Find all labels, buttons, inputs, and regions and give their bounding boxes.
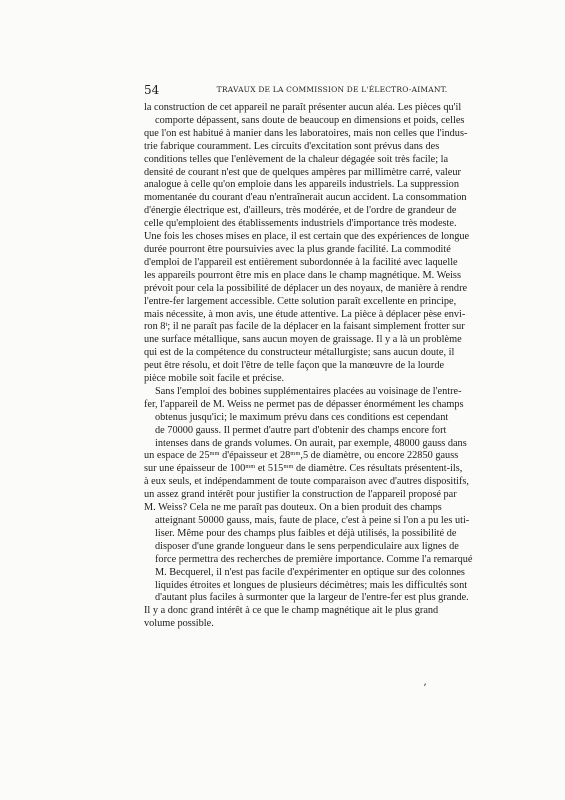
text-line: trie fabrique couramment. Les circuits d'excitation sont prévus dans des xyxy=(144,140,440,152)
text-line: disposer d'une grande longueur dans le sens perpendiculaire aux lignes de xyxy=(155,540,459,552)
body-text xyxy=(144,102,480,631)
text-line: volume possible. xyxy=(144,618,214,630)
text-line: d'emploi de l'appareil est entièrement subordonnée à la facilité avec laquelle xyxy=(144,256,458,268)
page-number: 54 xyxy=(144,83,160,97)
text-line: liquides étroites et longues de plusieurs décimètres; mais les difficultés sont xyxy=(155,579,468,591)
stray-mark: ʼ xyxy=(423,683,427,694)
text-line: conditions telles que l'enlèvement de la chaleur dégagée soit très facile; la xyxy=(144,153,449,165)
text-line: d'énergie électrique est, d'ailleurs, très modérée, et de l'ordre de grandeur de xyxy=(144,205,457,217)
text-line: Sans l'emploi des bobines supplémentaires placées au voisinage de l'entre- xyxy=(155,385,462,397)
text-line: fer, l'appareil de M. Weiss ne permet pas de dépasser énormément les champs xyxy=(144,398,464,410)
page-header xyxy=(144,83,478,97)
text-line: prévoit pour cela la possibilité de déplacer un des noyaux, de manière à rendre xyxy=(144,282,468,294)
text-line: sur une épaisseur de 100ᵐᵐ et 515ᵐᵐ de diamètre. Ces résultats présentent-ils, xyxy=(144,463,463,475)
text-line: obtenus jusqu'ici; le maximum prévu dans ces conditions est cependant xyxy=(155,411,449,423)
text-line: un assez grand intérêt pour justifier la construction de l'appareil proposé par xyxy=(144,489,457,501)
text-line: analogue à celle qu'on emploie dans les appareils industriels. La suppression xyxy=(144,179,459,191)
text-line: les appareils pourront être mis en place dans le champ magnétique. M. Weiss xyxy=(144,269,461,281)
text-line: la construction de cet appareil ne paraît présenter aucun aléa. Les pièces qu'il xyxy=(144,102,462,113)
text-line: peut être résolu, et doit l'être de telle façon que la manœuvre de la lourde xyxy=(144,360,445,372)
text-line: atteignant 50000 gauss, mais, faute de place, c'est à peine si l'on a pu les uti- xyxy=(155,515,470,526)
running-title: TRAVAUX DE LA COMMISSION DE L'ÉLECTRO-AIMANT. xyxy=(216,85,448,94)
text-line: de 70000 gauss. Il permet d'autre part d'obtenir des champs encore fort xyxy=(155,424,447,436)
text-line: mais nécessite, à mon avis, une étude attentive. La pièce à déplacer pèse envi- xyxy=(144,308,466,320)
text-line: une surface métallique, sans aucun moyen de graissage. Il y a là un problème xyxy=(144,334,462,346)
text-line: M. Becquerel, il n'est pas facile d'expérimenter en optique sur des colonnes xyxy=(155,566,465,578)
text-line: Il y a donc grand intérêt à ce que le champ magnétique ait le plus grand xyxy=(144,605,439,617)
text-line: qui est de la compétence du constructeur métallurgiste; sans aucun doute, il xyxy=(144,347,455,359)
text-line: à eux seuls, et indépendamment de toute comparaison avec d'autres dispositifs, xyxy=(144,476,469,488)
text-line: que l'on est habitué à manier dans les laboratoires, mais non celles que l'indus- xyxy=(144,127,468,139)
text-line: force permettra des recherches de première importance. Comme l'a remarqué xyxy=(155,553,473,565)
text-line: l'entre-fer largement accessible. Cette solution paraît excellente en principe, xyxy=(144,295,457,307)
text-line: liser. Même pour des champs plus faibles et déjà utilisés, la possibilité de xyxy=(155,527,457,539)
text-line: momentanée du courant d'eau n'entraînerait aucun accident. La consommation xyxy=(144,192,467,204)
text-line: densité de courant n'est que de quelques ampères par millimètre carré, valeur xyxy=(144,166,461,178)
text-line: d'autant plus faciles à surmonter que la largeur de l'entre-fer est plus grande. xyxy=(155,592,469,604)
text-line: ron 8ᵗ; il ne paraît pas facile de la déplacer en la faisant simplement frotter sur xyxy=(144,321,465,333)
text-line: celle qu'emploient des établissements industriels d'importance très modeste. xyxy=(144,218,457,230)
text-line: intenses dans de grands volumes. On aurait, par exemple, 48000 gauss dans xyxy=(155,437,467,449)
text-line: M. Weiss? Cela ne me paraît pas douteux. On a bien produit des champs xyxy=(144,502,442,514)
text-line: comporte dépassent, sans doute de beaucoup en dimensions et poids, celles xyxy=(155,114,465,126)
text-line: un espace de 25ᵐᵐ d'épaisseur et 28ᵐᵐ,5 de diamètre, ou encore 22850 gauss xyxy=(144,450,459,462)
text-line: durée pourront être poursuivies avec la plus grande facilité. La commodité xyxy=(144,243,451,255)
text-line: Une fois les choses mises en place, il est certain que des expériences de longue xyxy=(144,231,470,243)
text-line: pièce mobile soit facile et précise. xyxy=(144,373,285,385)
